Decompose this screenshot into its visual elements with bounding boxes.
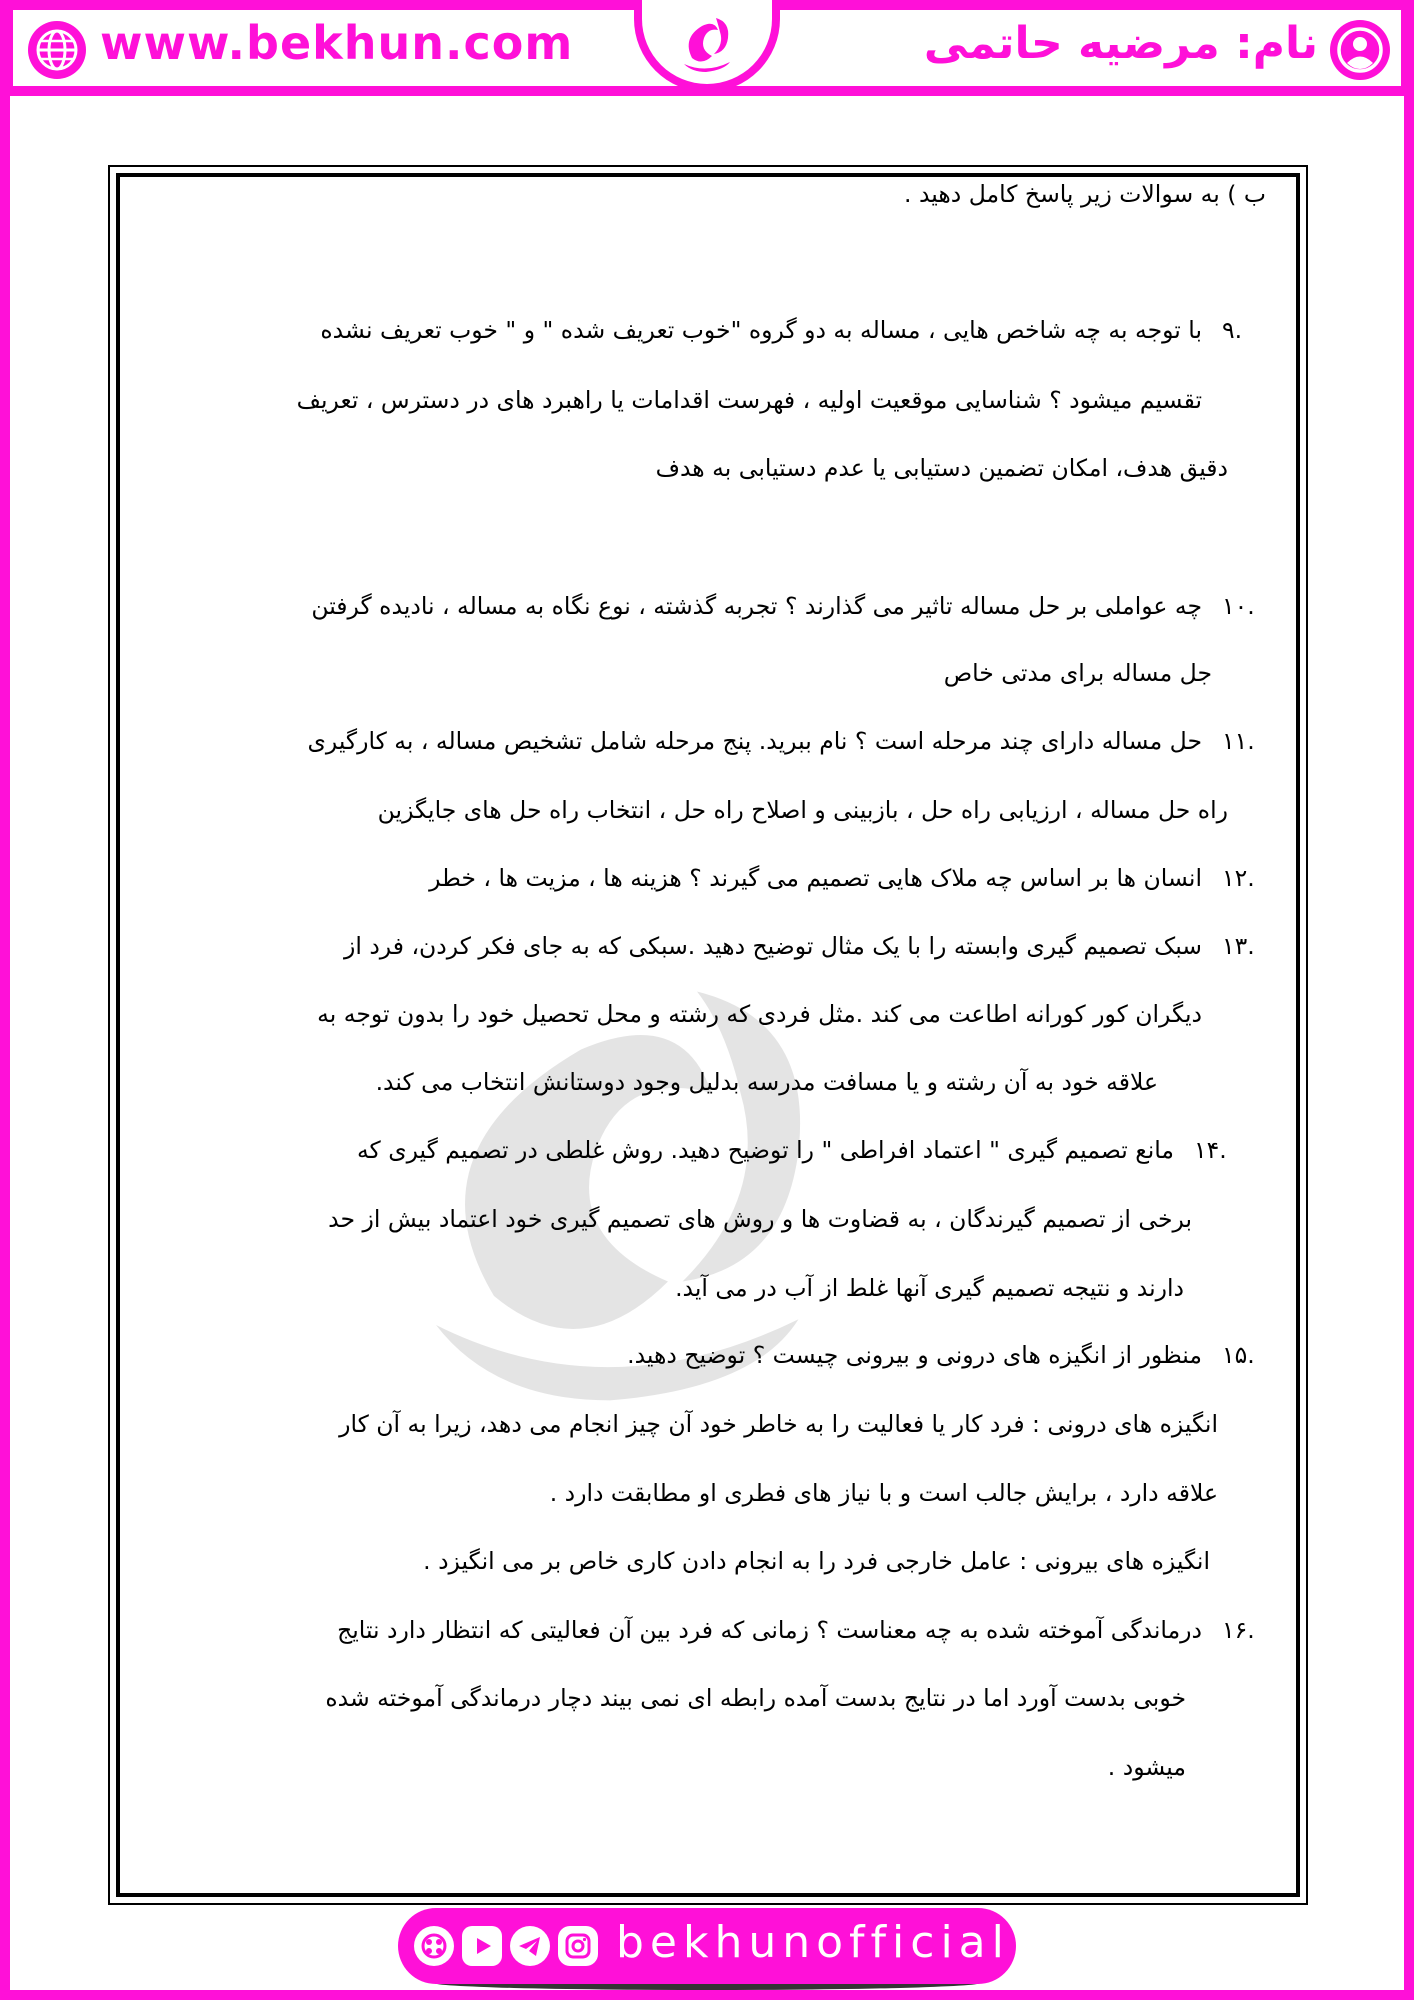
question-line: میشود . bbox=[1107, 1753, 1186, 1781]
user-icon bbox=[1330, 20, 1390, 80]
question-line: انگیزه های بیرونی : عامل خارجی فرد را به انجام دادن کاری خاص بر می انگیزد . bbox=[423, 1547, 1210, 1575]
question-line: درماندگی آموخته شده به چه معناست ؟ زمانی که فرد بین آن فعالیتی که انتظار دارد نتایج bbox=[337, 1616, 1202, 1644]
site-url-link[interactable]: www.bekhun.com bbox=[100, 16, 574, 70]
question-number: ۱۱. bbox=[1222, 727, 1255, 755]
question-line: خوبی بدست آورد اما در نتایج بدست آمده رابطه ای نمی بیند دچار درماندگی آموخته شده bbox=[325, 1684, 1186, 1712]
question-line: مانع تصمیم گیری " اعتماد افراطی " را توضیح دهید. روش غلطی در تصمیم گیری که bbox=[356, 1136, 1174, 1164]
watermark-logo bbox=[320, 890, 900, 1470]
question-line: برخی از تصمیم گیرندگان ، به قضاوت ها و روش های تصمیم گیری خود اعتماد بیش از حد bbox=[328, 1205, 1192, 1233]
question-line: با توجه به چه شاخص هایی ، مساله به دو گروه "خوب تعریف شده " و " خوب تعریف نشده bbox=[320, 316, 1202, 344]
question-line: حل مساله دارای چند مرحله است ؟ نام ببرید. پنج مرحله شامل تشخیص مساله ، به کارگیری bbox=[307, 727, 1202, 755]
student-name: نام: مرضیه حاتمی bbox=[923, 18, 1318, 69]
aparat-icon[interactable] bbox=[414, 1926, 454, 1966]
question-line: علاقه دارد ، برایش جالب است و با نیاز های فطری او مطابقت دارد . bbox=[549, 1479, 1218, 1507]
youtube-icon[interactable] bbox=[462, 1926, 502, 1966]
question-number: ۱۴. bbox=[1194, 1136, 1227, 1164]
question-number: ۱۰. bbox=[1222, 592, 1255, 620]
question-line: راه حل مساله ، ارزیابی راه حل ، بازبینی و اصلاح راه حل ، انتخاب راه حل های جایگزین bbox=[377, 796, 1228, 824]
logo-icon bbox=[672, 8, 742, 80]
question-line: دارند و نتیجه تصمیم گیری آنها غلط از آب در می آید. bbox=[675, 1274, 1184, 1302]
question-line: سبک تصمیم گیری وابسته را با یک مثال توضیح دهید .سبکی که به جای فکر کردن، فرد از bbox=[343, 932, 1202, 960]
question-line: علاقه خود به آن رشته و یا مسافت مدرسه بدلیل وجود دوستانش انتخاب می کند. bbox=[375, 1068, 1158, 1096]
question-number: ۱۳. bbox=[1222, 932, 1255, 960]
question-line: چه عواملی بر حل مساله تاثیر می گذارند ؟ تجربه گذشته ، نوع نگاه به مساله ، نادیده گرفتن bbox=[311, 592, 1202, 620]
question-line: تقسیم میشود ؟ شناسایی موقعیت اولیه ، فهرست اقدامات یا راهبرد های در دسترس ، تعریف bbox=[296, 386, 1202, 414]
question-line: دیگران کور کورانه اطاعت می کند .مثل فردی که رشته و محل تحصیل خود را بدون توجه به bbox=[317, 1000, 1202, 1028]
question-number: ۱۵. bbox=[1222, 1341, 1255, 1369]
telegram-icon[interactable] bbox=[510, 1926, 550, 1966]
question-number: ۹. bbox=[1222, 316, 1243, 344]
question-line: منظور از انگیزه های درونی و بیرونی چیست ؟ توضیح دهید. bbox=[627, 1341, 1202, 1369]
section-title: ب ) به سوالات زیر پاسخ کامل دهید . bbox=[904, 180, 1266, 208]
question-line: جل مساله برای مدتی خاص bbox=[943, 659, 1212, 687]
globe-icon bbox=[28, 21, 86, 79]
question-line: انسان ها بر اساس چه ملاک هایی تصمیم می گیرند ؟ هزینه ها ، مزیت ها ، خطر bbox=[429, 864, 1202, 892]
question-line: انگیزه های درونی : فرد کار یا فعالیت را به خاطر خود آن چیز انجام می دهد، زیرا به آن کار bbox=[339, 1410, 1218, 1438]
question-number: ۱۲. bbox=[1222, 864, 1255, 892]
question-line: دقیق هدف، امکان تضمین دستیابی یا عدم دستیابی به هدف bbox=[655, 454, 1228, 482]
question-number: ۱۶. bbox=[1222, 1616, 1255, 1644]
social-handle-link[interactable]: bekhunofficial bbox=[616, 1917, 1010, 1968]
instagram-icon[interactable] bbox=[558, 1926, 598, 1966]
